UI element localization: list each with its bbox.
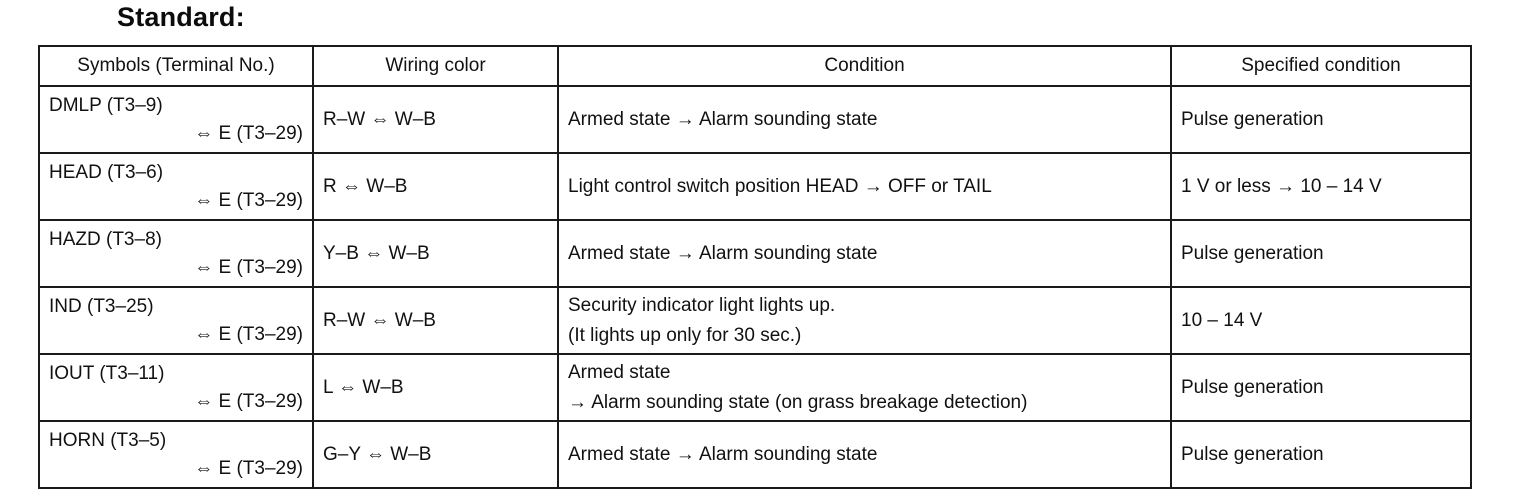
ground-terminal: ⇔ E (T3–29) [194, 189, 303, 211]
condition-cell [558, 86, 1171, 153]
terminal-cell [39, 220, 313, 287]
terminal-cell [39, 86, 313, 153]
condition-line: Armed state → Alarm sounding state [568, 242, 878, 264]
ground-terminal: ⇔ E (T3–29) [194, 390, 303, 412]
condition-cell [558, 287, 1171, 354]
condition-line: Armed state → Alarm sounding state [568, 108, 878, 130]
ground-terminal: ⇔ E (T3–29) [194, 256, 303, 278]
condition-line: Light control switch position HEAD → OFF or TAIL [568, 175, 992, 197]
wiring-color-cell: G–Y ⇔ W–B [313, 421, 558, 488]
wiring-color-cell: R–W ⇔ W–B [313, 86, 558, 153]
header-symbols: Symbols (Terminal No.) [39, 46, 313, 86]
table-row [39, 220, 1471, 287]
table-header-row [39, 46, 1471, 86]
header-condition: Condition [558, 46, 1171, 86]
wiring-color-cell: L ⇔ W–B [313, 354, 558, 421]
condition-line: Security indicator light lights up. [568, 294, 836, 316]
terminal-spec-table [38, 45, 1472, 489]
condition-cell [558, 421, 1171, 488]
terminal-symbol: HEAD (T3–6) [49, 161, 164, 183]
table-row [39, 287, 1471, 354]
table-row [39, 86, 1471, 153]
specified-condition-cell: 1 V or less → 10 – 14 V [1171, 153, 1471, 220]
table-row [39, 421, 1471, 488]
terminal-symbol: IND (T3–25) [49, 295, 154, 317]
terminal-symbol: HORN (T3–5) [49, 429, 167, 451]
terminal-symbol: IOUT (T3–11) [49, 362, 165, 384]
condition-line: → Alarm sounding state (on grass breakage detection) [568, 391, 1028, 413]
specified-condition-cell: Pulse generation [1171, 220, 1471, 287]
terminal-cell [39, 153, 313, 220]
terminal-cell [39, 354, 313, 421]
condition-cell [558, 153, 1171, 220]
condition-line: (It lights up only for 30 sec.) [568, 324, 802, 346]
wiring-color-cell: R ⇔ W–B [313, 153, 558, 220]
terminal-cell [39, 421, 313, 488]
ground-terminal: ⇔ E (T3–29) [194, 457, 303, 479]
header-wiring-color: Wiring color [313, 46, 558, 86]
header-specified-condition: Specified condition [1171, 46, 1471, 86]
condition-line: Armed state → Alarm sounding state [568, 443, 878, 465]
specified-condition-cell: Pulse generation [1171, 421, 1471, 488]
ground-terminal: ⇔ E (T3–29) [194, 323, 303, 345]
table-row [39, 354, 1471, 421]
terminal-symbol: DMLP (T3–9) [49, 94, 163, 116]
specified-condition-cell: Pulse generation [1171, 354, 1471, 421]
specified-condition-cell: Pulse generation [1171, 86, 1471, 153]
wiring-color-cell: R–W ⇔ W–B [313, 287, 558, 354]
ground-terminal: ⇔ E (T3–29) [194, 122, 303, 144]
table-row [39, 153, 1471, 220]
condition-line: Armed state [568, 361, 671, 383]
specified-condition-cell: 10 – 14 V [1171, 287, 1471, 354]
wiring-color-cell: Y–B ⇔ W–B [313, 220, 558, 287]
page-title: Standard: [117, 2, 245, 32]
condition-cell [558, 220, 1171, 287]
condition-cell [558, 354, 1171, 421]
terminal-cell [39, 287, 313, 354]
terminal-symbol: HAZD (T3–8) [49, 228, 162, 250]
